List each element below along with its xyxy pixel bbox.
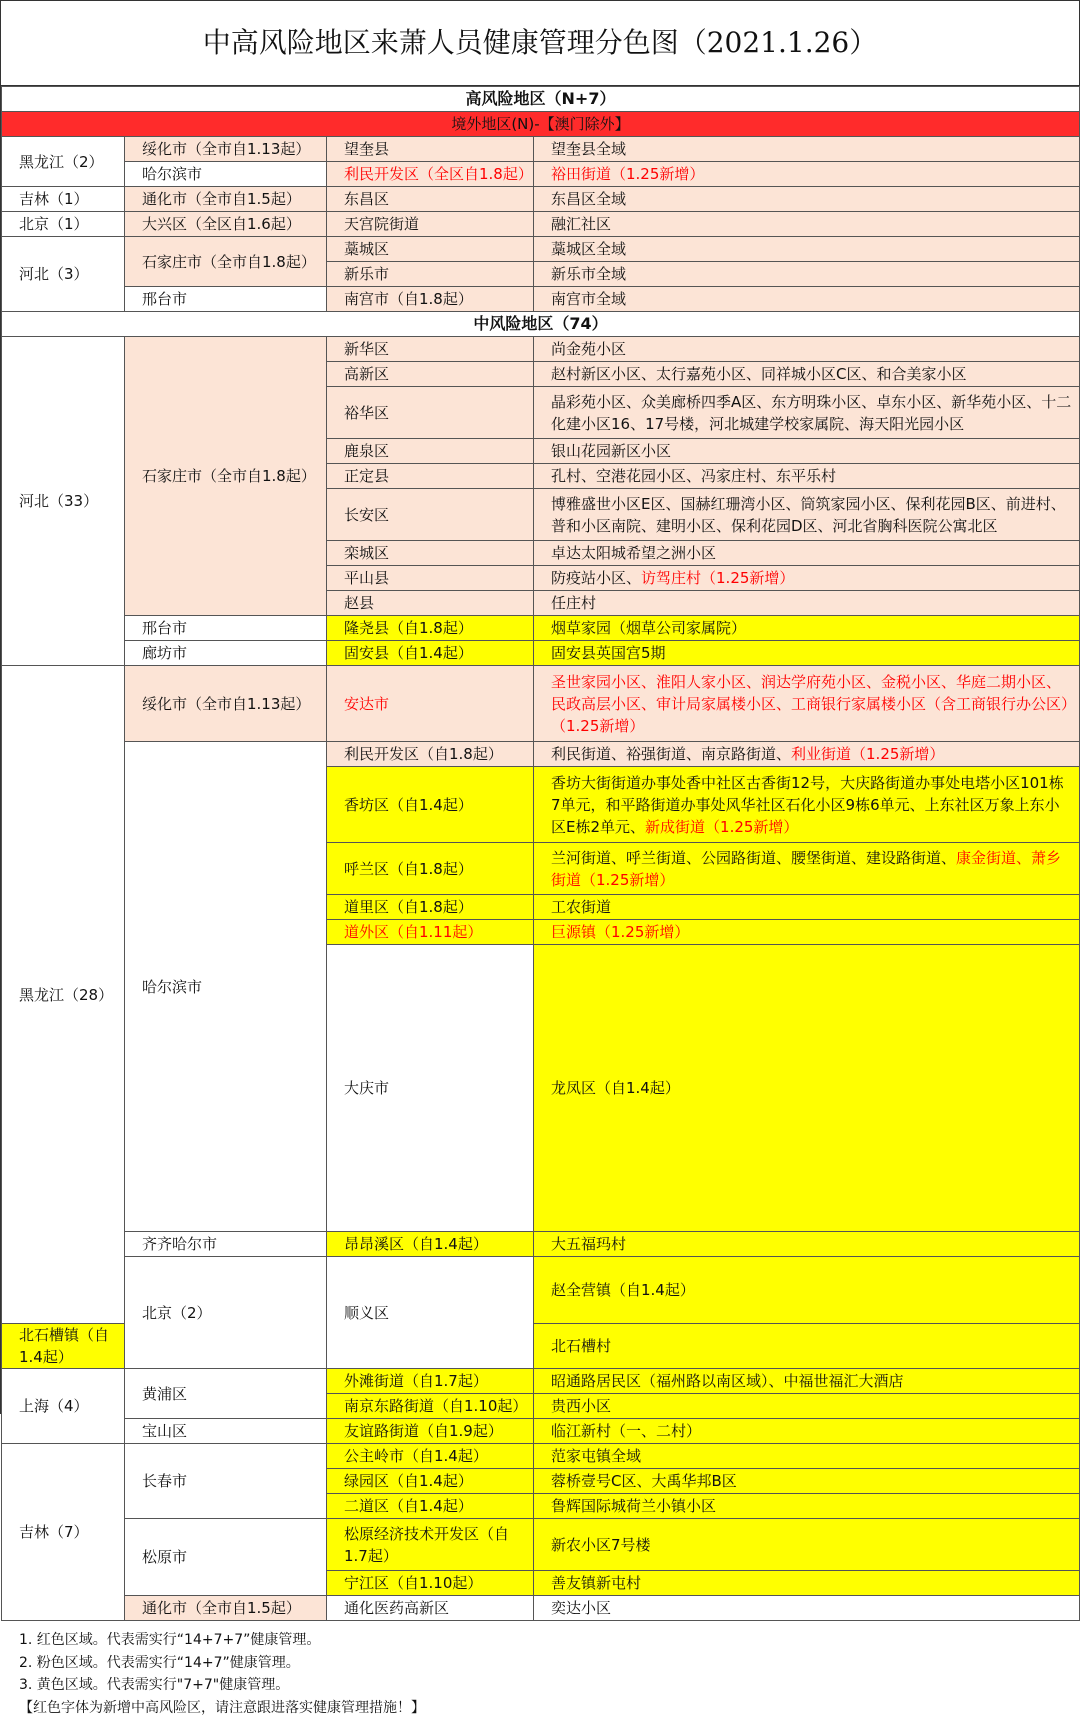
province-cell: 吉林（1）: [2, 187, 125, 212]
foreign-row: 境外地区(N)-【澳门除外】: [2, 112, 1080, 137]
area-cell: [534, 843, 1080, 895]
area-cell: 任庄村: [534, 591, 1080, 616]
area-cell: 鲁辉国际城荷兰小镇小区: [534, 1494, 1080, 1519]
table-row: [2, 1444, 1080, 1469]
city-cell: 哈尔滨市: [125, 742, 327, 1232]
district-cell: 香坊区（自1.4起）: [327, 767, 534, 843]
area-cell: 昭通路居民区（福州路以南区域）、中福世福汇大酒店: [534, 1369, 1080, 1394]
city-cell: 通化市（全市自1.5起）: [125, 1596, 327, 1621]
district-cell: 栾城区: [327, 541, 534, 566]
note-red: 1. 红色区域。代表需实行“14+7+7”健康管理。: [19, 1629, 1079, 1652]
medium-risk-header: 中风险地区（74）: [2, 312, 1080, 337]
district-cell: 友谊路街道（自1.9起）: [327, 1419, 534, 1444]
city-cell: 长春市: [125, 1444, 327, 1519]
district-cell: 裕华区: [327, 387, 534, 439]
district-cell: 东昌区: [327, 187, 534, 212]
district-cell: 龙凤区（自1.4起）: [534, 945, 1080, 1232]
city-cell: 哈尔滨市: [125, 162, 327, 187]
district-cell: 北石槽镇（自1.4起）: [2, 1324, 125, 1369]
area-text: 防疫站小区、: [551, 569, 641, 587]
district-cell: 南京东路街道（自1.10起）: [327, 1394, 534, 1419]
area-cell: 尚金苑小区: [534, 337, 1080, 362]
table-row: [2, 641, 1080, 666]
table-row: [2, 287, 1080, 312]
district-cell: 通化医药高新区: [327, 1596, 534, 1621]
province-cell: 北京（2）: [125, 1257, 327, 1369]
district-cell: 道外区（自1.11起）: [327, 920, 534, 945]
city-cell: 绥化市（全市自1.13起）: [125, 666, 327, 742]
area-cell: 孔村、空港花园小区、冯家庄村、东平乐村: [534, 464, 1080, 489]
table-row: [2, 187, 1080, 212]
district-cell: 利民开发区（全区自1.8起）: [327, 162, 534, 187]
area-cell: 卓达太阳城希望之洲小区: [534, 541, 1080, 566]
city-cell: 邢台市: [125, 616, 327, 641]
district-cell: 正定县: [327, 464, 534, 489]
table-row: [2, 1596, 1080, 1621]
district-cell: 隆尧县（自1.8起）: [327, 616, 534, 641]
district-cell: 天宫院街道: [327, 212, 534, 237]
area-cell: 固安县英国宫5期: [534, 641, 1080, 666]
district-cell: 道里区（自1.8起）: [327, 895, 534, 920]
area-cell: 巨源镇（1.25新增）: [534, 920, 1080, 945]
table-row: [2, 237, 1080, 262]
table-row: [2, 137, 1080, 162]
area-cell: 圣世家园小区、淮阳人家小区、润达学府苑小区、金税小区、华庭二期小区、民政高层小区、审计局家属楼小区、工商银行家属楼小区（含工商银行办公区）（1.25新增）: [534, 666, 1080, 742]
city-cell: 廊坊市: [125, 641, 327, 666]
area-cell: 南宫市全域: [534, 287, 1080, 312]
area-cell: 融汇社区: [534, 212, 1080, 237]
province-cell: 上海（4）: [2, 1369, 125, 1444]
area-cell: 贵西小区: [534, 1394, 1080, 1419]
district-cell: 新华区: [327, 337, 534, 362]
area-cell: 奕达小区: [534, 1596, 1080, 1621]
area-text-new: 康金街道、萧乡街道（1.25新增）: [551, 849, 1061, 889]
district-cell: 望奎县: [327, 137, 534, 162]
district-cell: 固安县（自1.4起）: [327, 641, 534, 666]
area-cell: 新农小区7号楼: [534, 1519, 1080, 1571]
district-cell: 二道区（自1.4起）: [327, 1494, 534, 1519]
city-cell: 宝山区: [125, 1419, 327, 1444]
table-row: [2, 1419, 1080, 1444]
province-cell: 吉林（7）: [2, 1444, 125, 1621]
area-cell: 临江新村（一、二村）: [534, 1419, 1080, 1444]
area-text-new: 利业街道（1.25新增）: [791, 745, 944, 763]
district-cell: 松原经济技术开发区（自1.7起）: [327, 1519, 534, 1571]
table-row: [2, 666, 1080, 742]
area-text: 兰河街道、呼兰街道、公园路街道、腰堡街道、建设路街道、: [551, 849, 956, 867]
area-cell: 银山花园新区小区: [534, 439, 1080, 464]
area-text-new: 访驾庄村（1.25新增）: [641, 569, 794, 587]
area-text: 利民街道、裕强街道、南京路街道、: [551, 745, 791, 763]
district-cell: 外滩街道（自1.7起）: [327, 1369, 534, 1394]
city-cell: 石家庄市（全市自1.8起）: [125, 337, 327, 616]
district-cell: 公主岭市（自1.4起）: [327, 1444, 534, 1469]
district-cell: 长安区: [327, 489, 534, 541]
area-text: 香坊大街街道办事处香中社区古香街12号，大庆路街道办事处电塔小区101栋7单元，和平路街道办事处风华社区石化小区9栋6单元、上东社区万象上东小区E栋2单元、: [551, 774, 1064, 836]
area-cell: 工农街道: [534, 895, 1080, 920]
area-cell: 大五福玛村: [534, 1232, 1080, 1257]
area-cell: 蓉桥壹号C区、大禹华邦B区: [534, 1469, 1080, 1494]
table-row: [2, 1232, 1080, 1257]
legend-notes: [1, 1621, 1079, 1719]
district-cell: 宁江区（自1.10起）: [327, 1571, 534, 1596]
city-cell: 松原市: [125, 1519, 327, 1596]
city-cell: 通化市（全市自1.5起）: [125, 187, 327, 212]
city-cell: 邢台市: [125, 287, 327, 312]
district-cell: 平山县: [327, 566, 534, 591]
city-cell: 石家庄市（全市自1.8起）: [125, 237, 327, 287]
page-title: 中高风险地区来萧人员健康管理分色图（2021.1.26）: [1, 1, 1079, 86]
note-pink: 2. 粉色区域。代表需实行“14+7”健康管理。: [19, 1652, 1079, 1675]
area-cell: 烟草家园（烟草公司家属院）: [534, 616, 1080, 641]
area-cell: 望奎县全域: [534, 137, 1080, 162]
district-cell: 南宫市（自1.8起）: [327, 287, 534, 312]
district-cell: 新乐市: [327, 262, 534, 287]
city-cell: 齐齐哈尔市: [125, 1232, 327, 1257]
area-cell: 东昌区全域: [534, 187, 1080, 212]
table-row: [2, 1519, 1080, 1571]
note-reminder: 【红色字体为新增中高风险区，请注意跟进落实健康管理措施！】: [19, 1697, 1079, 1719]
area-cell: 裕田街道（1.25新增）: [534, 162, 1080, 187]
area-cell: 博雅盛世小区E区、国赫红珊湾小区、筒筑家园小区、保利花园B区、前进村、普和小区南院、建明小区、保利花园D区、河北省胸科医院公寓北区: [534, 489, 1080, 541]
area-cell: 赵村新区小区、太行嘉苑小区、同祥城小区C区、和合美家小区: [534, 362, 1080, 387]
risk-table: [1, 86, 1080, 1621]
province-cell: 河北（33）: [2, 337, 125, 666]
area-cell: 善友镇新屯村: [534, 1571, 1080, 1596]
district-cell: 昂昂溪区（自1.4起）: [327, 1232, 534, 1257]
district-cell: 赵全营镇（自1.4起）: [534, 1257, 1080, 1324]
table-row: [2, 212, 1080, 237]
high-risk-header: 高风险地区（N+7）: [2, 87, 1080, 112]
district-cell: 赵县: [327, 591, 534, 616]
district-cell: 安达市: [327, 666, 534, 742]
area-cell: 晶彩苑小区、众美廊桥四季A区、东方明珠小区、卓东小区、新华苑小区、十二化建小区16、17号楼，河北城建学校家属院、海天阳光园小区: [534, 387, 1080, 439]
district-cell: 鹿泉区: [327, 439, 534, 464]
table-row: [2, 1369, 1080, 1394]
table-row: [2, 162, 1080, 187]
city-cell: 黄浦区: [125, 1369, 327, 1419]
area-cell: 新乐市全域: [534, 262, 1080, 287]
area-cell: [534, 566, 1080, 591]
table-row: [2, 1257, 1080, 1324]
province-cell: 黑龙江（2）: [2, 137, 125, 187]
area-cell: [534, 742, 1080, 767]
district-cell: 绿园区（自1.4起）: [327, 1469, 534, 1494]
city-cell: 顺义区: [327, 1257, 534, 1369]
province-cell: 北京（1）: [2, 212, 125, 237]
area-cell: 范家屯镇全域: [534, 1444, 1080, 1469]
table-row: [2, 616, 1080, 641]
city-cell: 绥化市（全市自1.13起）: [125, 137, 327, 162]
area-cell: [534, 767, 1080, 843]
province-cell: 黑龙江（28）: [2, 666, 125, 1324]
district-cell: 呼兰区（自1.8起）: [327, 843, 534, 895]
table-row: [2, 337, 1080, 362]
area-text-new: 新成街道（1.25新增）: [645, 818, 798, 836]
district-cell: 藁城区: [327, 237, 534, 262]
district-cell: 高新区: [327, 362, 534, 387]
area-cell: 藁城区全域: [534, 237, 1080, 262]
city-cell: 大兴区（全区自1.6起）: [125, 212, 327, 237]
district-cell: 利民开发区（自1.8起）: [327, 742, 534, 767]
province-cell: 河北（3）: [2, 237, 125, 312]
city-cell: 大庆市: [327, 945, 534, 1232]
area-cell: 北石槽村: [534, 1324, 1080, 1369]
table-row: [2, 742, 1080, 767]
note-yellow: 3. 黄色区域。代表需实行"7+7"健康管理。: [19, 1674, 1079, 1697]
